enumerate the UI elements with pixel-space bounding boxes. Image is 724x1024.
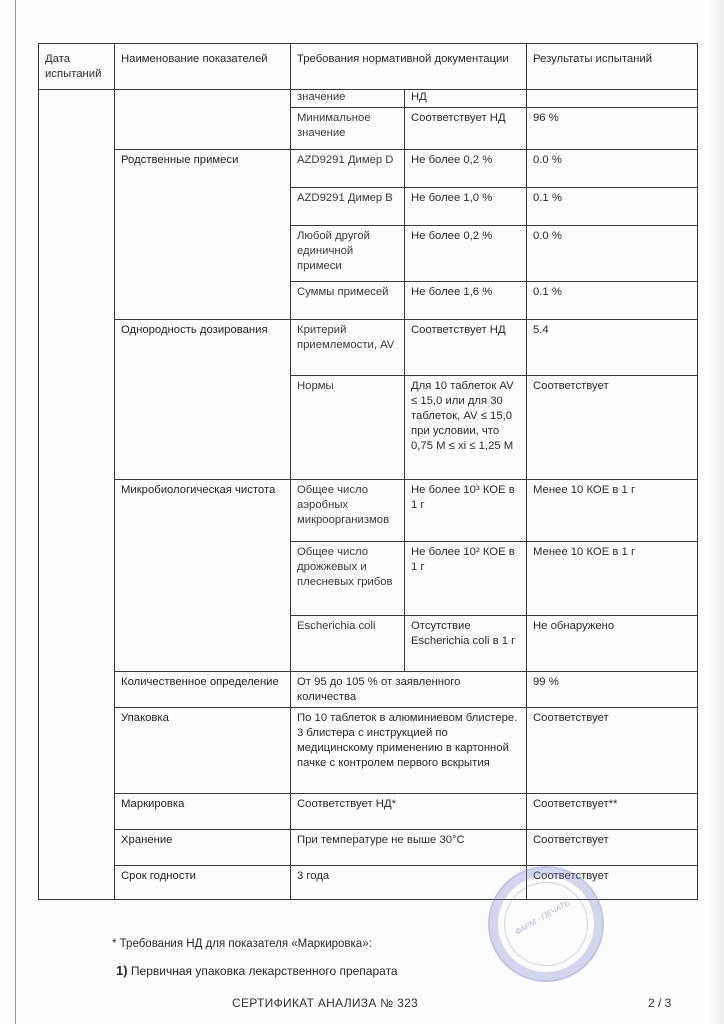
footnote-labeling-requirements: * Требования НД для показателя «Маркировка»: [112, 938, 372, 950]
sub-indicator: Любой другой единичной примеси [291, 226, 405, 282]
date-cell [39, 90, 115, 900]
sub-indicator: Минимальное значение [291, 108, 405, 150]
page-edge-shadow [710, 0, 724, 1024]
result: 0.1 % [527, 282, 698, 320]
result: Не обнаружено [527, 616, 698, 672]
table-row [39, 794, 698, 830]
requirement: Не более 10³ КОЕ в 1 г [405, 480, 527, 542]
requirement: Соответствует НД [405, 108, 527, 150]
requirement: При температуре не выше 30°С [291, 830, 527, 866]
table-row [39, 830, 698, 866]
indicator-dosage-uniformity: Однородность дозирования [115, 320, 291, 480]
footnote-item-number: 1) [116, 963, 128, 978]
result [527, 90, 698, 108]
sub-indicator: AZD9291 Димер В [291, 188, 405, 226]
result: Соответствует** [527, 794, 698, 830]
sub-indicator: Общее число дрожжевых и плесневых грибов [291, 542, 405, 616]
footnote-item [116, 963, 398, 978]
result: 0.1 % [527, 188, 698, 226]
table-header-row [39, 44, 698, 90]
table-row [39, 672, 698, 708]
table-row [39, 90, 698, 108]
indicator-storage: Хранение [115, 830, 291, 866]
requirement: НД [405, 90, 527, 108]
requirement: Соответствует НД [405, 320, 527, 376]
requirement: Соответствует НД* [291, 794, 527, 830]
result: Соответствует [527, 708, 698, 794]
footnote-item-text: Первичная упаковка лекарственного препарата [130, 964, 398, 978]
result: Менее 10 КОЕ в 1 г [527, 542, 698, 616]
requirement: 3 года [291, 866, 527, 900]
result: Соответствует [527, 376, 698, 480]
header-requirements: Требования нормативной документации [291, 44, 527, 90]
table-row [39, 708, 698, 794]
result: Соответствует [527, 866, 698, 900]
result: 96 % [527, 108, 698, 150]
footer-page-number: 2 / 3 [648, 996, 672, 1010]
requirement: Не более 0,2 % [405, 150, 527, 188]
result: Соответствует [527, 830, 698, 866]
table-row [39, 866, 698, 900]
sub-indicator: Суммы примесей [291, 282, 405, 320]
indicator-related-impurities: Родственные примеси [115, 150, 291, 320]
indicator-packaging: Упаковка [115, 708, 291, 794]
requirement: Не более 0,2 % [405, 226, 527, 282]
header-results: Результаты испытаний [527, 44, 698, 90]
requirement: По 10 таблеток в алюминиевом блистере. 3 блистера с инструкцией по медицинскому применению в картонной пачке с контролем первого вскрытия [291, 708, 527, 794]
header-date: Дата испытаний [39, 44, 115, 90]
requirement: Не более 10² КОЕ в 1 г [405, 542, 527, 616]
requirement: Не более 1,0 % [405, 188, 527, 226]
indicator-assay: Количественное определение [115, 672, 291, 708]
result: 0.0 % [527, 150, 698, 188]
indicator-name-continued [115, 90, 291, 150]
sub-indicator: AZD9291 Димер D [291, 150, 405, 188]
result: 5.4 [527, 320, 698, 376]
requirement: Не более 1,6 % [405, 282, 527, 320]
certificate-table [38, 43, 698, 900]
sub-indicator: Критерий приемлемости, AV [291, 320, 405, 376]
table-row [39, 480, 698, 542]
sub-indicator: Нормы [291, 376, 405, 480]
table-row [39, 150, 698, 188]
stamp-text: ФАРМ · ПЕЧАТЬ [513, 898, 572, 937]
result: Менее 10 КОЕ в 1 г [527, 480, 698, 542]
requirement: Отсутствие Escherichia coli в 1 г [405, 616, 527, 672]
indicator-shelf-life: Срок годности [115, 866, 291, 900]
result: 0.0 % [527, 226, 698, 282]
indicator-labeling: Маркировка [115, 794, 291, 830]
table-row [39, 320, 698, 376]
footer-certificate-title: СЕРТИФИКАТ АНАЛИЗА № 323 [232, 996, 419, 1010]
margin-line [15, 0, 16, 1024]
requirement: Для 10 таблеток AV ≤ 15,0 или для 30 таблеток, AV ≤ 15,0 при условии, что 0,75 M ≤ xi ≤ 1,25 M [405, 376, 527, 480]
sub-indicator: значение [291, 90, 405, 108]
result: 99 % [527, 672, 698, 708]
requirement: От 95 до 105 % от заявленного количества [291, 672, 527, 708]
indicator-microbiological-purity: Микробиологическая чистота [115, 480, 291, 672]
sub-indicator: Escherichia coli [291, 616, 405, 672]
header-indicator-name: Наименование показателей [115, 44, 291, 90]
stamp-inner-ring [489, 867, 604, 982]
sub-indicator: Общее число аэробных микроорганизмов [291, 480, 405, 542]
